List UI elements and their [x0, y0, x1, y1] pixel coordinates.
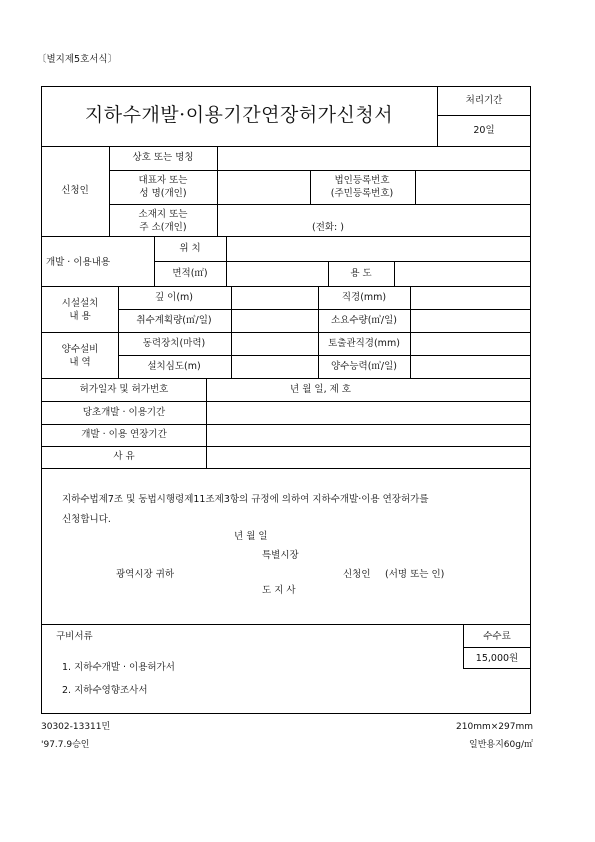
form-frame — [41, 86, 531, 714]
pumping-section-label: 양수설비 — [61, 344, 99, 355]
fee-value: 15,000원 — [475, 653, 519, 664]
representative-label: 대표자 또는 — [138, 175, 188, 186]
required-amount-label: 소요수량(㎥/일) — [331, 315, 397, 326]
use-label: 용 도 — [350, 268, 372, 279]
address-personal-label: 주 소(개인) — [139, 222, 187, 233]
area-label: 면적(㎡) — [172, 268, 208, 279]
statement-line-2: 신청합니다. — [62, 514, 111, 525]
reason-label: 사 유 — [113, 451, 135, 462]
paper-size: 210mm×297mm — [456, 722, 533, 732]
fee-label: 수수료 — [483, 631, 511, 642]
company-name-label: 상호 또는 명칭 — [132, 152, 194, 163]
form-title: 지하수개발·이용기간연장허가신청서 — [84, 104, 394, 126]
permit-date-value: 년 월 일, 제 호 — [290, 384, 351, 395]
documents-label: 구비서류 — [56, 631, 93, 642]
address-label: 소재지 또는 — [138, 209, 188, 220]
official-special-city: 특별시장 — [262, 550, 299, 561]
original-period-label: 당초개발 · 이용기간 — [82, 407, 166, 418]
power-device-label: 동력장치(마력) — [142, 338, 206, 349]
facility-section-label: 시설설치 — [61, 298, 99, 309]
paper-type: 일반용지60g/㎡ — [469, 740, 533, 750]
approval-date: '97.7.9승인 — [41, 740, 90, 750]
permit-date-label: 허가일자 및 허가번호 — [79, 384, 169, 395]
pumping-capacity-label: 양수능력(㎥/일) — [331, 361, 397, 372]
statement-date: 년 월 일 — [234, 531, 268, 542]
processing-period-label: 처리기간 — [465, 95, 503, 106]
applicant-signature-label: 신청인 — [343, 569, 371, 580]
document-item: 2. 지하수영향조사서 — [62, 685, 148, 696]
depth-label: 깊 이(m) — [154, 292, 194, 303]
document-item: 1. 지하수개발 · 이용허가서 — [62, 662, 175, 673]
outlet-diameter-label: 토출관직경(mm) — [328, 338, 400, 349]
processing-period-value: 20일 — [473, 125, 495, 136]
corp-reg-label: 법인등록번호 — [334, 175, 390, 186]
install-depth-label: 설치심도(m) — [147, 361, 201, 372]
signature-note: (서명 또는 인) — [385, 569, 445, 580]
extension-period-label: 개발 · 이용 연장기간 — [81, 429, 167, 440]
statement-line-1: 지하수법제7조 및 동법시행령제11조제3항의 규정에 의하여 지하수개발·이용 연장허가를 — [62, 494, 429, 505]
facility-section-sublabel: 내 용 — [69, 311, 91, 322]
diameter-label: 직경(mm) — [341, 292, 387, 303]
form-number: 30302-13311민 — [41, 722, 111, 732]
phone-label: (전화: ) — [312, 222, 344, 233]
pumping-section-sublabel: 내 역 — [69, 357, 91, 368]
location-label: 위 치 — [179, 243, 201, 254]
resident-reg-label: (주민등록번호) — [330, 188, 394, 199]
form-code: 〔별지제5호서식〕 — [37, 54, 118, 65]
representative-name-label: 성 명(개인) — [139, 188, 187, 199]
official-governor: 도 지 사 — [262, 585, 296, 596]
applicant-section-label: 신청인 — [61, 185, 89, 196]
intake-plan-label: 취수계획량(㎥/일) — [136, 315, 212, 326]
addressee: 광역시장 귀하 — [116, 569, 175, 580]
development-section-label: 개발 · 이용내용 — [45, 257, 111, 268]
